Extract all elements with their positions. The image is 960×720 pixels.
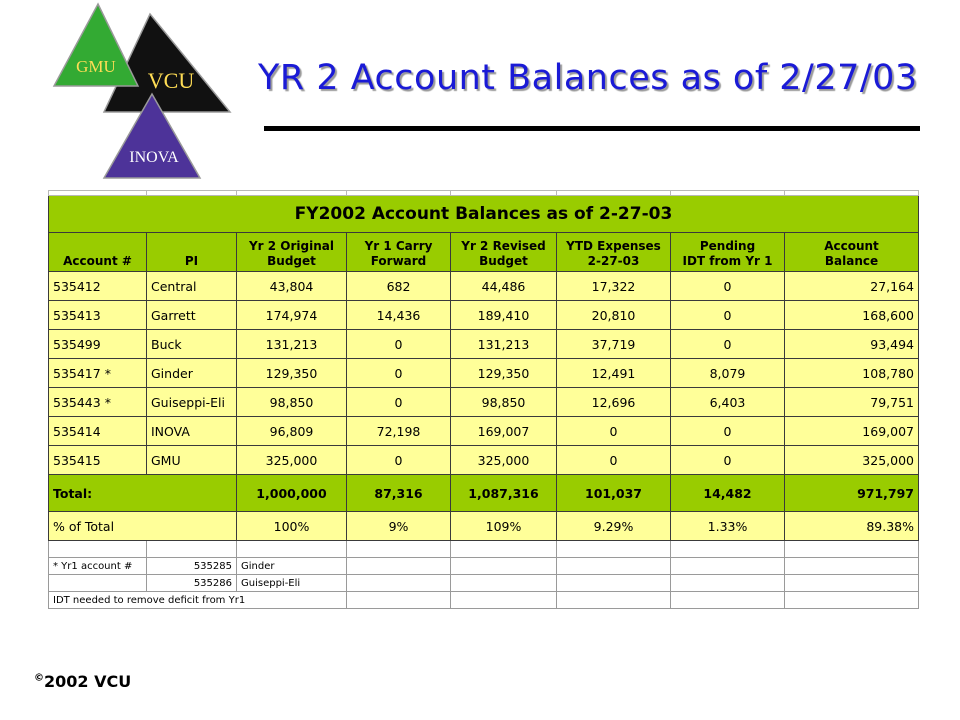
empty-cell <box>49 575 147 592</box>
empty-cell <box>451 592 557 609</box>
banner-row <box>49 196 919 233</box>
empty-cell <box>785 575 919 592</box>
table-cell: 6,403 <box>671 388 785 417</box>
column-header <box>347 233 451 272</box>
table-cell: 0 <box>671 301 785 330</box>
empty-cell <box>49 541 147 558</box>
percent-value: 109% <box>451 512 557 541</box>
logo-inova-label: INOVA <box>129 149 179 166</box>
table-cell: 0 <box>671 272 785 301</box>
total-value: 87,316 <box>347 475 451 512</box>
logo-vcu-label: VCU <box>147 68 195 93</box>
column-header-line2: Balance <box>824 254 879 268</box>
empty-cell <box>451 541 557 558</box>
table-cell: 17,322 <box>557 272 671 301</box>
table-cell: 535443 * <box>49 388 147 417</box>
yr1-account-row <box>49 575 919 592</box>
total-row <box>49 475 919 512</box>
yr1-account-name: Ginder <box>237 558 347 575</box>
column-header-line1: Yr 2 Revised <box>461 239 546 253</box>
table-cell: Central <box>147 272 237 301</box>
percent-value: 100% <box>237 512 347 541</box>
table-cell: Guiseppi-Eli <box>147 388 237 417</box>
table-cell: 0 <box>671 446 785 475</box>
column-header-line2: 2-27-03 <box>587 254 640 268</box>
account-balances-table <box>48 190 919 609</box>
column-header-line2: Budget <box>479 254 528 268</box>
column-header-line2: Budget <box>267 254 316 268</box>
table-row <box>49 417 919 446</box>
yr1-account-name: Guiseppi-Eli <box>237 575 347 592</box>
total-label: Total: <box>49 475 237 512</box>
table-cell: 0 <box>347 446 451 475</box>
yr1-account-number: 535286 <box>147 575 237 592</box>
total-value: 14,482 <box>671 475 785 512</box>
total-value: 1,000,000 <box>237 475 347 512</box>
copyright-symbol: © <box>34 672 44 684</box>
table-cell: Garrett <box>147 301 237 330</box>
column-header-line1: YTD Expenses <box>566 239 661 253</box>
table-cell: 12,696 <box>557 388 671 417</box>
total-value: 1,087,316 <box>451 475 557 512</box>
column-header-line2: Account # <box>63 254 132 268</box>
total-value: 971,797 <box>785 475 919 512</box>
table-cell: 535414 <box>49 417 147 446</box>
table-banner-title: FY2002 Account Balances as of 2-27-03 <box>49 196 919 233</box>
empty-cell <box>347 541 451 558</box>
yr1-account-label: * Yr1 account # <box>49 558 147 575</box>
table-row <box>49 272 919 301</box>
idt-note-row <box>49 592 919 609</box>
table-cell: 79,751 <box>785 388 919 417</box>
table-cell: 535415 <box>49 446 147 475</box>
logo-triangles <box>44 2 234 182</box>
table-cell: INOVA <box>147 417 237 446</box>
table-cell: 0 <box>347 359 451 388</box>
table-cell: 98,850 <box>451 388 557 417</box>
column-header-line1: Yr 2 Original <box>248 239 334 253</box>
empty-cell <box>557 541 671 558</box>
column-header <box>785 233 919 272</box>
table-cell: 43,804 <box>237 272 347 301</box>
table-cell: 0 <box>671 417 785 446</box>
table-cell: 93,494 <box>785 330 919 359</box>
column-header <box>557 233 671 272</box>
table-cell: 535412 <box>49 272 147 301</box>
table-cell: 325,000 <box>451 446 557 475</box>
empty-cell <box>671 541 785 558</box>
table-cell: 0 <box>347 388 451 417</box>
percent-value: 9% <box>347 512 451 541</box>
table-cell: Buck <box>147 330 237 359</box>
table-cell: 535499 <box>49 330 147 359</box>
yr1-account-row <box>49 558 919 575</box>
table-cell: 44,486 <box>451 272 557 301</box>
table-cell: 12,491 <box>557 359 671 388</box>
total-value: 101,037 <box>557 475 671 512</box>
table-cell: 0 <box>557 446 671 475</box>
table-row <box>49 330 919 359</box>
table-row <box>49 359 919 388</box>
table-cell: 169,007 <box>451 417 557 446</box>
table-cell: 168,600 <box>785 301 919 330</box>
table-row <box>49 388 919 417</box>
table-cell: 108,780 <box>785 359 919 388</box>
empty-cell <box>557 592 671 609</box>
column-header <box>49 233 147 272</box>
table-row <box>49 301 919 330</box>
empty-cell <box>785 592 919 609</box>
footer-copyright <box>34 672 131 691</box>
column-header <box>237 233 347 272</box>
table-cell: 0 <box>347 330 451 359</box>
empty-cell <box>451 575 557 592</box>
table-cell: 535413 <box>49 301 147 330</box>
blank-row <box>49 541 919 558</box>
table-cell: 37,719 <box>557 330 671 359</box>
empty-cell <box>557 558 671 575</box>
column-header <box>147 233 237 272</box>
table-cell: 96,809 <box>237 417 347 446</box>
empty-cell <box>147 541 237 558</box>
percent-label: % of Total <box>49 512 237 541</box>
table-cell: 20,810 <box>557 301 671 330</box>
column-header-line1: Yr 1 Carry <box>364 239 433 253</box>
table-cell: 129,350 <box>451 359 557 388</box>
table-cell: 27,164 <box>785 272 919 301</box>
yr1-account-number: 535285 <box>147 558 237 575</box>
column-header-line1: Account <box>824 239 879 253</box>
empty-cell <box>785 541 919 558</box>
empty-cell <box>451 558 557 575</box>
column-header <box>671 233 785 272</box>
table-cell: 98,850 <box>237 388 347 417</box>
table-cell: 189,410 <box>451 301 557 330</box>
table-row <box>49 446 919 475</box>
column-header-line2: IDT from Yr 1 <box>682 254 773 268</box>
percent-value: 89.38% <box>785 512 919 541</box>
percent-value: 9.29% <box>557 512 671 541</box>
empty-cell <box>785 558 919 575</box>
empty-cell <box>671 575 785 592</box>
table-cell: 14,436 <box>347 301 451 330</box>
empty-cell <box>671 558 785 575</box>
table-cell: 325,000 <box>237 446 347 475</box>
table-cell: Ginder <box>147 359 237 388</box>
percent-value: 1.33% <box>671 512 785 541</box>
table-cell: 682 <box>347 272 451 301</box>
slide-title: YR 2 Account Balances as of 2/27/03 <box>258 58 918 98</box>
table-cell: 129,350 <box>237 359 347 388</box>
empty-cell <box>557 575 671 592</box>
table-cell: 131,213 <box>451 330 557 359</box>
table-cell: GMU <box>147 446 237 475</box>
column-header-line1: Pending <box>699 239 756 253</box>
table-cell: 72,198 <box>347 417 451 446</box>
empty-cell <box>347 592 451 609</box>
table-cell: 169,007 <box>785 417 919 446</box>
empty-cell <box>347 575 451 592</box>
table-cell: 131,213 <box>237 330 347 359</box>
column-header-line2: PI <box>184 254 199 268</box>
logo-gmu-label: GMU <box>76 57 116 76</box>
empty-cell <box>347 558 451 575</box>
table-cell: 174,974 <box>237 301 347 330</box>
header-row <box>49 233 919 272</box>
table-cell: 0 <box>557 417 671 446</box>
percent-row <box>49 512 919 541</box>
column-header-line2: Forward <box>370 254 427 268</box>
table-cell: 325,000 <box>785 446 919 475</box>
idt-note: IDT needed to remove deficit from Yr1 <box>49 592 347 609</box>
column-header <box>451 233 557 272</box>
table-cell: 8,079 <box>671 359 785 388</box>
empty-cell <box>237 541 347 558</box>
empty-cell <box>671 592 785 609</box>
table-cell: 0 <box>671 330 785 359</box>
table-cell: 535417 * <box>49 359 147 388</box>
copyright-text: 2002 VCU <box>44 672 132 691</box>
title-underline <box>264 126 920 131</box>
